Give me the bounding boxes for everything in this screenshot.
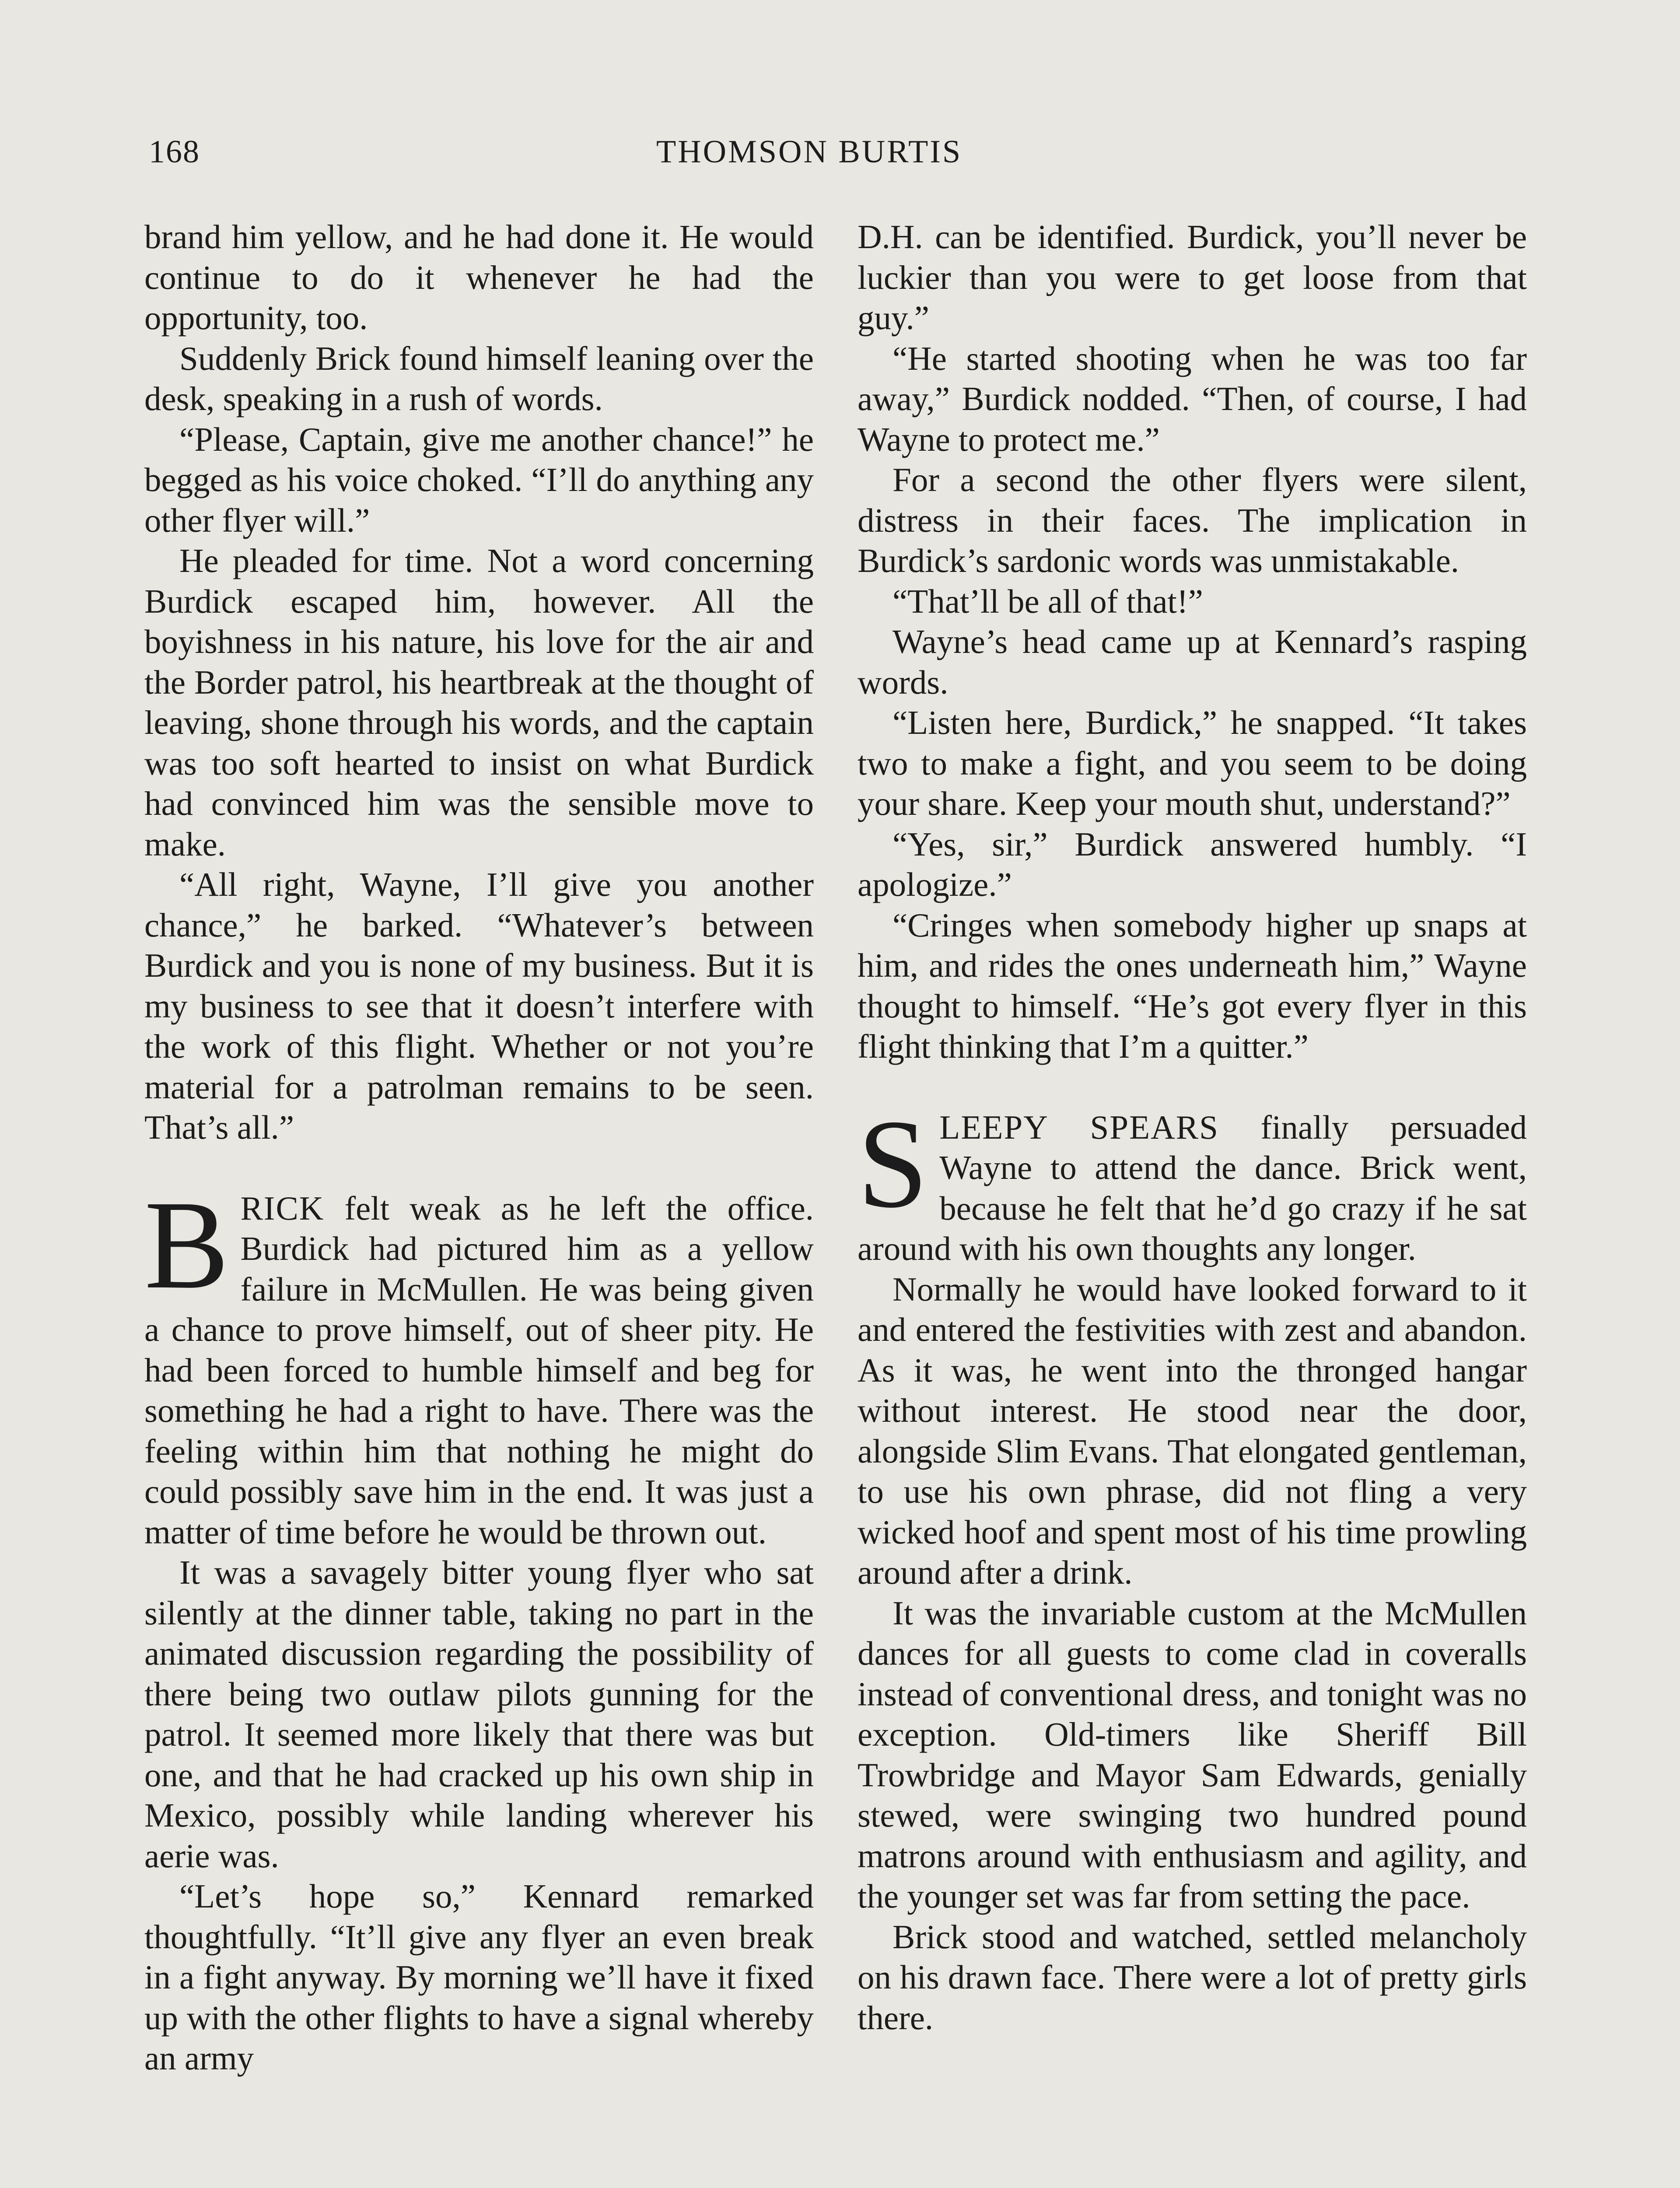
paragraph: It was a savagely bitter young flyer who sat silently at the dinner table, taking no part in the animated discussion regarding the possibility of there being two outlaw pilots gunning for the patrol. It seemed more likely that there was but one, and that he had cracked up his own ship in Mexico, possibly while landing wherever his aerie was. <box>144 1553 814 1875</box>
paragraph: For a second the other flyers were silent, distress in their faces. The implication in Burdick’s sardonic words was unmistakable. <box>858 461 1527 579</box>
paragraph: brand him yellow, and he had done it. He would continue to do it whenever he had the opportunity, too. <box>144 218 814 337</box>
drop-cap: S <box>858 1093 928 1234</box>
paragraph: Wayne’s head came up at Kennard’s rasping words. <box>858 623 1527 701</box>
paragraph: “He started shooting when he was too far away,” Burdick nodded. “Then, of course, I had Wayne to protect me.” <box>858 339 1527 458</box>
lead-in-text: RICK <box>240 1189 325 1227</box>
drop-cap: B <box>144 1174 229 1315</box>
section-break <box>144 1148 814 1188</box>
lead-in-text: LEEPY SPEARS <box>939 1108 1219 1146</box>
paragraph: “Listen here, Burdick,” he snapped. “It takes two to make a fight, and you seem to be doing your share. Keep your mouth shut, understand?” <box>858 704 1527 822</box>
paragraph: He pleaded for time. Not a word concerning Burdick escaped him, however. All the boyishness in his nature, his love for the air and the Border patrol, his heartbreak at the thought of leaving, shone through his words, and the captain was too soft hearted to insist on what Burdick had convinced him was the sensible move to make. <box>144 542 814 863</box>
paragraph: It was the invariable custom at the McMullen dances for all guests to come clad in coveralls instead of conventional dress, and tonight was no exception. Old-timers like Sheriff Bill Trowbridge and Mayor Sam Edwards, genially stewed, were swinging two hundred pound matrons around with enthusiasm and agility, and the younger set was far from setting the pace. <box>858 1594 1527 1915</box>
paragraph: “Let’s hope so,” Kennard remarked thoughtfully. “It’ll give any flyer an even break in a fight anyway. By morning we’ll have it fixed up with the other flights to have a signal whereby an army <box>144 1877 814 2077</box>
running-title: THOMSON BURTIS <box>656 134 962 170</box>
paragraph-text: finally persuaded Wayne to attend the dance. Brick went, because he felt that he’d go crazy if he sat around with his own thoughts any longer. <box>858 1108 1527 1267</box>
paragraph: “Yes, sir,” Burdick answered humbly. “I apologize.” <box>858 825 1527 903</box>
paragraph: “Please, Captain, give me another chance!” he begged as his voice choked. “I’ll do anything any other flyer will.” <box>144 420 814 539</box>
left-column <box>144 217 814 2079</box>
page-number: 168 <box>149 134 200 170</box>
paragraph: “All right, Wayne, I’ll give you another chance,” he barked. “Whatever’s between Burdick and you is none of my business. But it is my business to see that it doesn’t interfere with the work of this flight. Whether or not you’re material for a patrolman remains to be seen. That’s all.” <box>144 866 814 1146</box>
paragraph: Normally he would have looked forward to it and entered the festivities with zest and abandon. As it was, he went into the thronged hangar without interest. He stood near the door, alongside Slim Evans. That elongated gentleman, to use his own phrase, did not fling a very wicked hoof and spent most of his time prowling around after a drink. <box>858 1270 1527 1591</box>
section-opening-paragraph <box>858 1093 1527 1269</box>
paragraph: “Cringes when somebody higher up snaps at him, and rides the ones underneath him,” Wayne thought to himself. “He’s got every flyer in this flight thinking that I’m a quitter.” <box>858 906 1527 1065</box>
section-opening-paragraph <box>144 1174 814 1553</box>
paragraph: Suddenly Brick found himself leaning over the desk, speaking in a rush of words. <box>144 339 814 417</box>
paragraph-text: felt weak as he left the office. Burdick had pictured him as a yellow failure in McMullen. He was being given a chance to prove himself, out of sheer pity. He had been forced to humble himself and beg for something he had a right to have. There was the feeling within him that nothing he might do could possibly save him in the end. It was just a matter of time before he would be thrown out. <box>144 1189 814 1551</box>
paragraph: Brick stood and watched, settled melancholy on his drawn face. There were a lot of pretty girls there. <box>858 1918 1527 2037</box>
section-break <box>858 1067 1527 1107</box>
paragraph: D.H. can be identified. Burdick, you’ll never be luckier than you were to get loose from that guy.” <box>858 218 1527 337</box>
paragraph: “That’ll be all of that!” <box>892 582 1203 620</box>
right-column <box>858 217 1527 2038</box>
page-header <box>149 133 1531 173</box>
